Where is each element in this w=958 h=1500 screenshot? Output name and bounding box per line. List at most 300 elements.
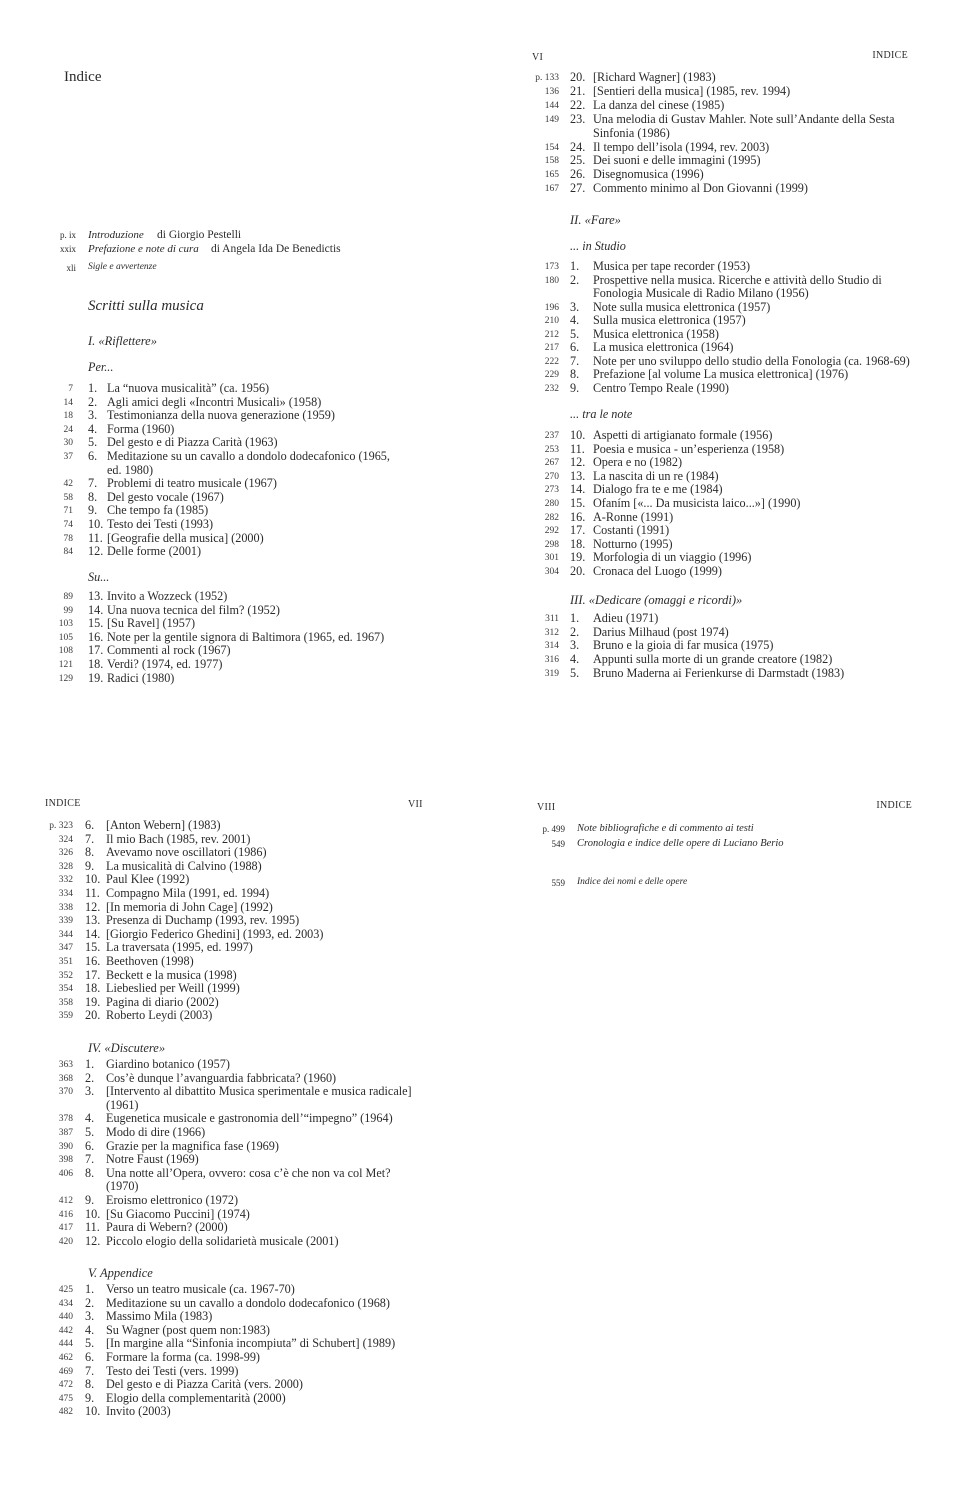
subsection-per: Per... xyxy=(88,360,114,374)
toc-page-number: 344 xyxy=(58,929,73,940)
toc-item-number: 7. xyxy=(85,831,95,846)
toc-item-title: Ofaním [«... Da musicista laico...»] (1990) xyxy=(593,496,801,510)
running-head: INDICE xyxy=(872,50,908,61)
section-title-dedicare: III. «Dedicare (omaggi e ricordi)» xyxy=(570,593,743,607)
toc-item-title: Note sulla musica elettronica (1957) xyxy=(593,299,771,314)
toc-item-title: [Giorgio Federico Ghedini] (1993, ed. 2003) xyxy=(106,926,324,941)
toc-item-title: [In margine alla “Sinfonia incompiuta” di Schubert] (1989) xyxy=(106,1336,396,1351)
back-matter-page: p. 499 xyxy=(542,824,565,834)
toc-entry xyxy=(0,518,479,532)
toc-entry xyxy=(0,604,479,618)
toc-item-number: 15. xyxy=(85,940,101,955)
toc-entry xyxy=(0,969,479,983)
toc-page-number: 237 xyxy=(544,431,559,441)
section-title-discutere: IV. «Discutere» xyxy=(88,1041,166,1055)
toc-entry xyxy=(0,873,479,887)
front-matter-entry xyxy=(0,262,479,276)
toc-item-title: Aspetti di artigianato formale (1956) xyxy=(593,428,773,442)
toc-item-number: 2. xyxy=(88,394,98,409)
toc-page-number: 351 xyxy=(58,957,73,967)
toc-page-number: 444 xyxy=(58,1339,73,1350)
toc-item-number: 14. xyxy=(570,482,586,497)
toc-page-number: 30 xyxy=(63,438,73,449)
subsection-studio: ... in Studio xyxy=(570,239,626,253)
toc-item-title: Notturno (1995) xyxy=(593,536,673,551)
toc-page-number: 24 xyxy=(63,424,73,435)
toc-page-number: 37 xyxy=(63,452,73,462)
toc-item-number: 11. xyxy=(570,441,585,456)
toc-page-number: 469 xyxy=(58,1366,73,1377)
toc-item-number: 19. xyxy=(85,994,101,1009)
toc-item-title: Dei suoni e delle immagini (1995) xyxy=(593,153,761,168)
toc-item-number: 10. xyxy=(85,1206,101,1221)
toc-page-number: 475 xyxy=(58,1393,73,1404)
toc-item-number: 3. xyxy=(570,299,580,314)
folio: VII xyxy=(408,799,423,810)
toc-page-number: p. 323 xyxy=(49,821,73,831)
toc-page-number: 253 xyxy=(544,444,559,455)
toc-item-title: Radici (1980) xyxy=(107,670,175,685)
toc-item-number: 12. xyxy=(570,455,586,470)
toc-item-title: Una nuova tecnica del film? (1952) xyxy=(107,602,280,617)
toc-item-title: Notre Faust (1969) xyxy=(106,1152,199,1167)
toc-item-title: Centro Tempo Reale (1990) xyxy=(593,380,729,395)
toc-page-number: 417 xyxy=(58,1223,73,1234)
toc-page-number: 338 xyxy=(58,902,73,913)
toc-item-number: 2. xyxy=(570,272,580,287)
toc-item-number: 5. xyxy=(85,1125,95,1139)
toc-item-title: Grazie per la magnifica fase (1969) xyxy=(106,1138,279,1153)
toc-item-title: Eroismo elettronico (1972) xyxy=(106,1193,238,1207)
toc-item-number: 1. xyxy=(570,259,580,273)
toc-page-number: 292 xyxy=(544,526,559,537)
toc-item-number: 18. xyxy=(88,657,104,671)
toc-item-title: Forma (1960) xyxy=(107,421,175,436)
toc-entry xyxy=(479,639,958,653)
toc-page-number: 301 xyxy=(544,553,559,564)
section-title-appendice: V. Appendice xyxy=(88,1266,153,1280)
toc-entry xyxy=(0,658,479,672)
toc-item-title: (1961) xyxy=(106,1097,139,1112)
toc-item-number: 8. xyxy=(570,367,580,381)
toc-entry xyxy=(479,127,958,141)
toc-item-title: Una notte all’Opera, ovvero: cosa c’è che non va col Met? xyxy=(106,1165,391,1180)
toc-entry xyxy=(0,396,479,410)
toc-entry xyxy=(0,1112,479,1126)
toc-entry xyxy=(0,941,479,955)
toc-page-number: 180 xyxy=(544,275,559,286)
toc-item-title: Elogio della complementarità (2000) xyxy=(106,1390,286,1405)
index-page-2 xyxy=(479,0,958,750)
toc-item-number: 3. xyxy=(85,1084,95,1099)
toc-entry xyxy=(0,644,479,658)
toc-page-number: 304 xyxy=(544,567,559,577)
toc-entry xyxy=(0,617,479,631)
toc-item-title: La nascita di un re (1984) xyxy=(593,468,719,483)
toc-page-number: 89 xyxy=(63,592,73,602)
front-matter-author: di Giorgio Pestelli xyxy=(157,229,242,241)
toc-item-number: 12. xyxy=(88,544,104,559)
toc-item-title: Del gesto e di Piazza Carità (vers. 2000) xyxy=(106,1377,303,1392)
front-matter-title: Sigle e avvertenze xyxy=(88,262,157,272)
toc-entry xyxy=(479,260,958,274)
toc-entry xyxy=(0,996,479,1010)
toc-item-number: 16. xyxy=(85,954,101,968)
toc-item-title: A-Ronne (1991) xyxy=(593,509,674,524)
toc-item-number: 5. xyxy=(570,326,580,341)
toc-entry xyxy=(0,532,479,546)
toc-entry xyxy=(0,1140,479,1154)
toc-item-number: 2. xyxy=(85,1070,95,1085)
toc-item-number: 5. xyxy=(570,665,580,680)
toc-entry xyxy=(0,1378,479,1392)
toc-entry xyxy=(479,511,958,525)
toc-item-title: [Richard Wagner] (1983) xyxy=(593,70,716,84)
toc-item-title: Presenza di Duchamp (1993, rev. 1995) xyxy=(106,913,300,928)
toc-page-number: 212 xyxy=(544,329,559,340)
toc-entry xyxy=(479,71,958,85)
toc-page-number: 326 xyxy=(58,848,73,859)
toc-entry xyxy=(0,955,479,969)
toc-page-number: 210 xyxy=(544,316,559,326)
toc-entry xyxy=(0,1153,479,1167)
toc-item-number: 11. xyxy=(85,886,100,900)
toc-entry xyxy=(0,819,479,833)
toc-entry xyxy=(0,1180,479,1194)
toc-page-number: p. 133 xyxy=(535,73,559,83)
toc-entry xyxy=(0,1099,479,1113)
page-title: Indice xyxy=(64,69,102,85)
toc-item-title: Invito (2003) xyxy=(106,1404,171,1419)
toc-item-number: 8. xyxy=(85,1165,95,1180)
front-matter-title: Prefazione e note di cura xyxy=(88,243,199,255)
toc-item-number: 10. xyxy=(570,428,586,442)
toc-entry xyxy=(479,168,958,182)
toc-page-number: 370 xyxy=(58,1087,73,1098)
toc-page-number: 312 xyxy=(544,627,559,638)
toc-item-number: 25. xyxy=(570,153,586,168)
toc-item-number: 7. xyxy=(570,353,580,368)
toc-page-number: 154 xyxy=(544,142,559,153)
toc-item-title: Modo di dire (1966) xyxy=(106,1125,206,1139)
back-matter-page: 559 xyxy=(551,878,565,888)
toc-item-number: 24. xyxy=(570,139,586,154)
index-page-3 xyxy=(0,750,479,1500)
toc-entry xyxy=(0,436,479,450)
toc-item-title: Poesia e musica - un’esperienza (1958) xyxy=(593,441,785,456)
toc-item-title: [Su Ravel] (1957) xyxy=(107,616,196,631)
toc-page-number: 42 xyxy=(63,479,73,490)
toc-item-number: 1. xyxy=(85,1282,95,1296)
toc-item-title: Prefazione [al volume La musica elettronica] (1976) xyxy=(593,367,849,381)
toc-page-number: 298 xyxy=(544,539,559,550)
toc-item-title: Bruno e la gioia di far musica (1975) xyxy=(593,638,774,653)
toc-page-number: 136 xyxy=(544,86,559,97)
toc-page-number: 412 xyxy=(58,1196,73,1206)
toc-item-title: Musica per tape recorder (1953) xyxy=(593,259,751,273)
toc-entry xyxy=(479,182,958,196)
toc-page-number: 103 xyxy=(58,619,73,630)
toc-item-number: 23. xyxy=(570,111,586,126)
toc-entry xyxy=(479,154,958,168)
toc-item-title: Pagina di diario (2002) xyxy=(106,994,219,1009)
toc-item-number: 17. xyxy=(88,643,104,658)
toc-entry xyxy=(0,631,479,645)
toc-item-number: 6. xyxy=(570,340,580,354)
toc-item-title: Formare la forma (ca. 1998-99) xyxy=(106,1350,260,1364)
toc-item-number: 26. xyxy=(570,167,586,182)
toc-page-number: 319 xyxy=(544,668,559,679)
toc-item-title: Cos’è dunque l’avanguardia fabbricata? (1960) xyxy=(106,1070,337,1085)
toc-entry xyxy=(479,141,958,155)
toc-item-number: 8. xyxy=(85,1377,95,1392)
toc-entry xyxy=(0,1297,479,1311)
toc-item-title: [Su Giacomo Puccini] (1974) xyxy=(106,1206,250,1221)
toc-entry xyxy=(0,982,479,996)
toc-page-number: 108 xyxy=(58,646,73,657)
toc-entry xyxy=(479,368,958,382)
toc-page-number: 420 xyxy=(58,1236,73,1247)
toc-page-number: 334 xyxy=(58,889,73,899)
toc-page-number: 347 xyxy=(58,943,73,954)
toc-entry xyxy=(0,590,479,604)
toc-item-title: Delle forme (2001) xyxy=(107,544,202,559)
toc-item-title: [Geografie della musica] (2000) xyxy=(107,530,264,545)
toc-item-number: 7. xyxy=(85,1152,95,1167)
toc-entry xyxy=(0,1221,479,1235)
toc-item-number: 16. xyxy=(88,629,104,644)
toc-item-title: Morfologia di un viaggio (1996) xyxy=(593,550,752,565)
toc-entry xyxy=(479,287,958,301)
toc-item-number: 4. xyxy=(85,1322,95,1337)
toc-entry xyxy=(0,1009,479,1023)
toc-item-title: Eugenetica musicale e gastronomia dell’“impegno” (1964) xyxy=(106,1111,393,1126)
toc-page-number: 425 xyxy=(58,1285,73,1295)
toc-page-number: 7 xyxy=(68,384,73,394)
back-matter-entry xyxy=(479,877,958,891)
toc-item-title: Meditazione su un cavallo a dondolo dodecafonico (1965, xyxy=(107,449,390,463)
toc-page-number: 229 xyxy=(544,370,559,380)
toc-item-title: Il mio Bach (1985, rev. 2001) xyxy=(106,831,251,846)
toc-item-number: 4. xyxy=(570,313,580,327)
toc-item-title: Verso un teatro musicale (ca. 1967-70) xyxy=(106,1282,295,1296)
toc-item-number: 9. xyxy=(85,1193,95,1207)
toc-item-title: Prospettive nella musica. Ricerche e attività dello Studio di xyxy=(593,272,882,287)
toc-item-title: Commento minimo al Don Giovanni (1999) xyxy=(593,181,808,196)
toc-page-number: 387 xyxy=(58,1128,73,1138)
toc-entry xyxy=(0,491,479,505)
toc-item-number: 12. xyxy=(85,899,101,914)
toc-item-number: 10. xyxy=(85,872,101,887)
toc-page-number: 316 xyxy=(544,655,559,666)
toc-page-number: 462 xyxy=(58,1353,73,1363)
toc-page-number: 363 xyxy=(58,1060,73,1070)
back-matter-title: Cronologia e indice delle opere di Luciano Berio xyxy=(577,838,784,849)
toc-item-number: 8. xyxy=(88,489,98,504)
toc-page-number: 324 xyxy=(58,834,73,845)
toc-entry xyxy=(479,99,958,113)
toc-page-number: 434 xyxy=(58,1298,73,1309)
toc-entry xyxy=(0,928,479,942)
toc-entry xyxy=(479,443,958,457)
toc-entry xyxy=(0,1126,479,1140)
toc-item-title: La musica elettronica (1964) xyxy=(593,340,734,354)
toc-item-number: 2. xyxy=(570,624,580,639)
toc-page-number: 378 xyxy=(58,1114,73,1125)
toc-item-number: 4. xyxy=(85,1111,95,1126)
toc-entry xyxy=(479,85,958,99)
toc-item-number: 17. xyxy=(570,523,586,538)
part-title: Scritti sulla musica xyxy=(88,298,204,314)
toc-page-number: 105 xyxy=(58,632,73,643)
toc-entry xyxy=(0,1392,479,1406)
toc-entry xyxy=(0,901,479,915)
toc-item-title: [Intervento al dibattito Musica sperimentale e musica radicale] xyxy=(106,1084,412,1099)
toc-entry xyxy=(0,1310,479,1324)
index-page-1 xyxy=(0,0,479,750)
toc-item-number: 18. xyxy=(570,536,586,551)
toc-item-number: 18. xyxy=(85,981,101,996)
toc-page-number: 167 xyxy=(544,184,559,195)
toc-item-title: Adieu (1971) xyxy=(593,611,659,625)
back-matter-entry xyxy=(479,823,958,837)
folio: VI xyxy=(532,52,544,63)
toc-item-title: Compagno Mila (1991, ed. 1994) xyxy=(106,886,270,900)
toc-entry xyxy=(479,301,958,315)
toc-item-title: (1970) xyxy=(106,1179,139,1194)
toc-entry xyxy=(0,833,479,847)
toc-item-title: Problemi di teatro musicale (1967) xyxy=(107,476,277,491)
toc-item-title: Il tempo dell’isola (1994, rev. 2003) xyxy=(593,139,770,154)
toc-item-title: Massimo Mila (1983) xyxy=(106,1309,213,1324)
toc-page-number: 99 xyxy=(63,605,73,616)
toc-page-number: 472 xyxy=(58,1380,73,1391)
toc-item-number: 14. xyxy=(85,926,101,941)
toc-entry xyxy=(0,846,479,860)
toc-item-number: 7. xyxy=(88,476,98,491)
running-head: INDICE xyxy=(45,798,81,809)
toc-page-number: 416 xyxy=(58,1209,73,1220)
toc-item-title: Disegnomusica (1996) xyxy=(593,167,704,182)
toc-entry xyxy=(0,1351,479,1365)
running-head: INDICE xyxy=(876,800,912,811)
toc-entry xyxy=(479,341,958,355)
toc-item-number: 9. xyxy=(85,1390,95,1405)
toc-entry xyxy=(479,667,958,681)
toc-item-number: 3. xyxy=(85,1309,95,1324)
toc-item-number: 6. xyxy=(85,1350,95,1364)
back-matter-page: 549 xyxy=(551,839,565,849)
toc-item-title: La musicalità di Calvino (1988) xyxy=(106,858,262,873)
toc-page-number: 273 xyxy=(544,485,559,496)
toc-page-number: 129 xyxy=(58,673,73,684)
toc-entry xyxy=(479,113,958,127)
toc-entry xyxy=(0,672,479,686)
toc-item-title: Testo dei Testi (vers. 1999) xyxy=(106,1363,239,1378)
toc-item-title: La danza del cinese (1985) xyxy=(593,97,725,112)
toc-page-number: 222 xyxy=(544,356,559,367)
back-matter-entry xyxy=(479,838,958,852)
toc-page-number: 78 xyxy=(63,533,73,544)
toc-item-number: 2. xyxy=(85,1295,95,1310)
toc-item-number: 6. xyxy=(85,818,95,832)
toc-page-number: 165 xyxy=(544,170,559,181)
toc-entry xyxy=(0,1085,479,1099)
toc-item-title: La “nuova musicalità” (ca. 1956) xyxy=(107,381,270,395)
toc-entry xyxy=(0,1208,479,1222)
toc-item-title: Del gesto vocale (1967) xyxy=(107,489,224,504)
toc-page-number: 149 xyxy=(544,114,559,125)
toc-item-title: Cronaca del Luogo (1999) xyxy=(593,564,722,578)
toc-item-number: 12. xyxy=(85,1233,101,1248)
toc-item-title: Note per la gentile signora di Baltimora (1965, ed. 1967) xyxy=(107,629,385,644)
toc-entry xyxy=(0,1283,479,1297)
toc-item-title: Paura di Webern? (2000) xyxy=(106,1220,228,1235)
toc-item-title: Invito a Wozzeck (1952) xyxy=(107,589,228,603)
toc-entry xyxy=(479,382,958,396)
toc-entry xyxy=(479,551,958,565)
toc-item-number: 3. xyxy=(88,408,98,423)
toc-item-number: 9. xyxy=(88,503,98,518)
toc-entry xyxy=(479,565,958,579)
toc-entry xyxy=(479,314,958,328)
toc-item-number: 5. xyxy=(88,435,98,450)
toc-item-number: 19. xyxy=(88,670,104,685)
toc-entry xyxy=(479,456,958,470)
toc-item-number: 22. xyxy=(570,97,586,112)
toc-item-number: 20. xyxy=(570,70,586,84)
toc-page-number: 58 xyxy=(63,492,73,503)
toc-item-title: Agli amici degli «Incontri Musicali» (1958) xyxy=(107,394,322,409)
toc-item-number: 11. xyxy=(88,530,103,545)
toc-item-number: 17. xyxy=(85,967,101,982)
toc-page-number: 339 xyxy=(58,916,73,927)
toc-page-number: 270 xyxy=(544,471,559,482)
toc-entry xyxy=(0,914,479,928)
toc-entry xyxy=(0,1337,479,1351)
toc-page-number: 84 xyxy=(63,547,73,558)
back-matter-title: Indice dei nomi e delle opere xyxy=(577,877,688,887)
toc-item-title: Testo dei Testi (1993) xyxy=(107,517,214,531)
toc-item-number: 15. xyxy=(88,616,104,631)
front-matter-entry xyxy=(0,243,479,257)
front-matter-title: Introduzione xyxy=(88,229,144,241)
toc-item-title: Che tempo fa (1985) xyxy=(107,503,209,518)
toc-entry xyxy=(0,1072,479,1086)
toc-entry xyxy=(0,477,479,491)
toc-item-title: [In memoria di John Cage] (1992) xyxy=(106,899,273,914)
toc-item-number: 13. xyxy=(85,913,101,928)
toc-page-number: 440 xyxy=(58,1312,73,1323)
section-title-riflettere: I. «Riflettere» xyxy=(88,334,157,348)
toc-item-title: [Sentieri della musica] (1985, rev. 1994) xyxy=(593,83,791,98)
toc-item-title: Sulla musica elettronica (1957) xyxy=(593,313,746,327)
subsection-tra-le-note: ... tra le note xyxy=(570,407,633,421)
toc-item-number: 10. xyxy=(85,1404,101,1419)
toc-page-number: 390 xyxy=(58,1141,73,1152)
front-matter-page: xli xyxy=(66,263,76,273)
toc-page-number: 173 xyxy=(544,262,559,272)
toc-entry xyxy=(479,274,958,288)
toc-item-title: Fonologia Musicale di Radio Milano (1956) xyxy=(593,286,809,300)
toc-item-number: 1. xyxy=(88,381,98,395)
section-title-fare: II. «Fare» xyxy=(570,213,621,227)
toc-page-number: 398 xyxy=(58,1155,73,1166)
toc-item-title: Costanti (1991) xyxy=(593,523,670,538)
toc-page-number: 71 xyxy=(63,506,73,517)
toc-item-title: Beckett e la musica (1998) xyxy=(106,967,237,982)
toc-entry xyxy=(0,1167,479,1181)
